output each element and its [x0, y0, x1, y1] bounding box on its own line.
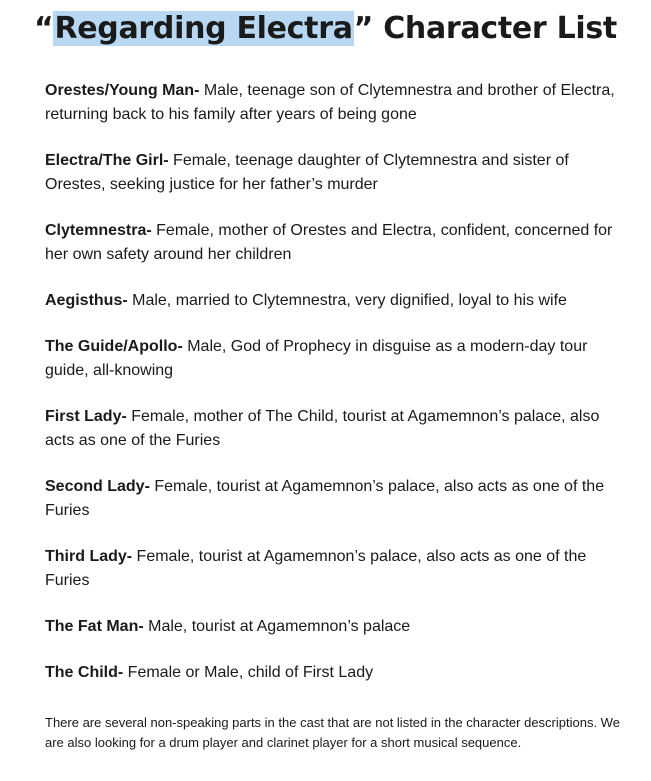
- character-entry: [45, 219, 625, 267]
- character-description: Female, mother of The Child, tourist at Agamemnon’s palace, also acts as one of the Furies: [45, 408, 600, 449]
- title-open-quote: “: [34, 11, 54, 46]
- character-entry: [45, 335, 625, 383]
- character-entry: [45, 289, 625, 313]
- character-description: Male, married to Clytemnestra, very dignified, loyal to his wife: [127, 292, 567, 309]
- character-entry: [45, 405, 625, 453]
- character-name: Third Lady-: [45, 548, 133, 565]
- character-entry: [45, 545, 625, 593]
- character-name: Aegisthus-: [45, 292, 128, 309]
- character-description: Male, teenage son of Clytemnestra and brother of Electra, returning back to his family after years of being gone: [45, 82, 615, 123]
- title-rest: ” Character List: [353, 11, 617, 46]
- character-name: First Lady-: [45, 408, 127, 425]
- character-description: Male, tourist at Agamemnon’s palace: [143, 618, 411, 635]
- character-name: Second Lady-: [45, 478, 150, 495]
- page-title: [0, 10, 651, 48]
- character-description: Female, tourist at Agamemnon’s palace, also acts as one of the Furies: [45, 548, 587, 589]
- character-list: [45, 79, 625, 707]
- character-entry: [45, 475, 625, 523]
- footer-note: There are several non-speaking parts in the cast that are not listed in the character descriptions. We are also looking for a drum player and clarinet player for a short musical sequence.: [45, 715, 620, 750]
- character-name: The Guide/Apollo-: [45, 338, 183, 355]
- character-description: Female, teenage daughter of Clytemnestra and sister of Orestes, seeking justice for her father’s murder: [45, 152, 569, 193]
- character-name: Electra/The Girl-: [45, 152, 169, 169]
- character-description: Female, tourist at Agamemnon’s palace, also acts as one of the Furies: [45, 478, 605, 519]
- character-name: Clytemnestra-: [45, 222, 152, 239]
- character-name: Orestes/Young Man-: [45, 82, 200, 99]
- character-description: Male, God of Prophecy in disguise as a modern-day tour guide, all-knowing: [45, 338, 588, 379]
- character-name: The Child-: [45, 664, 124, 681]
- title-highlighted-text[interactable]: Regarding Electra: [54, 11, 353, 46]
- character-entry: [45, 79, 625, 127]
- character-entry: [45, 149, 625, 197]
- character-entry: [45, 615, 625, 639]
- character-name: The Fat Man-: [45, 618, 144, 635]
- character-entry: [45, 661, 625, 685]
- character-description: Female or Male, child of First Lady: [123, 664, 374, 681]
- character-description: Female, mother of Orestes and Electra, confident, concerned for her own safety around her children: [45, 222, 613, 263]
